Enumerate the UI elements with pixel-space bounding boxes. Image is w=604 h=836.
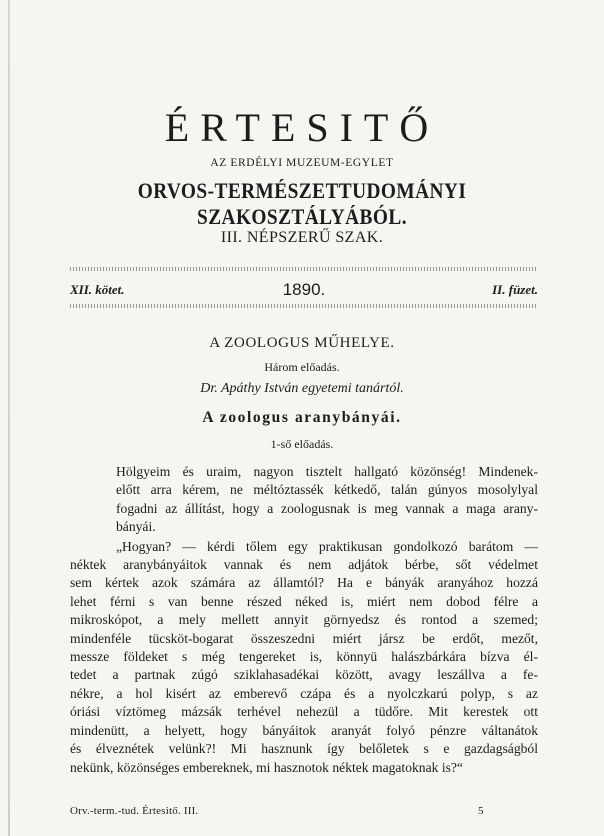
text-line: bányái. [116,519,156,535]
paragraph [70,538,538,777]
year: 1890. [282,280,326,299]
article-title: A ZOOLOGUS MŰHELYE. [209,335,395,351]
text-line: mindenféle tücsköt-bogarat összeszedni miért jársz be erdőt, mezőt, [70,630,538,646]
lecture-number: 1-ső előadás. [270,437,334,451]
issue-number: II. füzet. [492,282,538,297]
text-line: tedet a partnak zúgó sziklahasadékai között, avagy leszállva a fe- [70,667,538,683]
society-name: AZ ERDÉLYI MUZEUM-EGYLET [210,157,394,169]
section-name: ORVOS-TERMÉSZETTUDOMÁNYI SZAKOSZTÁLYÁBÓL. [137,178,467,229]
text-line: sem kértek azok számára az államtól? Ha e bányák aranyához hozzá [70,575,538,591]
text-line: mikroskópot, a mely mellett annyit görnyedsz és rontod a szemed; [70,612,538,628]
journal-title: ÉRTESITŐ [164,105,440,150]
page-number: 5 [478,805,484,817]
article-author: Dr. Apáthy István egyetemi tanártól. [200,381,404,396]
text-line: nékre, a hol kisért az emberevő czápa és a nyolczkarú polyp, s az [70,685,538,701]
text-line: előtt arra kérem, ne méltóztassék kétkedő, talán gúnyos mosolylyal [116,482,538,498]
text-line: néktek aranybányáitok vannak és nem adjátok bérbe, sőt védelmet [70,557,538,573]
text-line: mindenütt, a helyett, hogy bányáitok aranyát folyó pénzre váltanátok [70,722,538,738]
text-line: „Hogyan? — kérdi tőlem egy praktikusan gondolkozó barátom — [116,538,538,554]
text-line: lehet férni s van benne részed néked is, miért nem dobod félre a [70,593,538,609]
body-text [70,463,538,777]
top-rule [70,267,538,271]
volume-number: XII. kötet. [70,282,125,297]
lecture-title: A zoologus aranybányái. [202,409,402,426]
text-line: és élveznétek velünk?! Mi hasznunk így belőletek s e gazdagságból [70,741,538,757]
paragraph [70,463,538,537]
volume-line [70,281,538,301]
text-line: nekünk, közönséges embereknek, mi hasznotok néktek magatoknak is?“ [70,759,463,775]
bottom-rule [70,304,538,308]
series-title: III. NÉPSZERŰ SZAK. [220,229,384,246]
footer-journal: Orv.-term.-tud. Értesitő. III. [70,805,199,817]
text-line: óriási víztömeg mázsák terhével nehezül a tüdőre. Mit kerestek ott [70,704,538,720]
text-line: messze földeket s még tengereket is, könnyü halászbárkára bízva él- [70,649,538,665]
text-line: Hölgyeim és uraim, nagyon tisztelt hallgató közönség! Mindenek- [116,464,538,479]
text-line: fogadni az állítást, hogy a zoologusnak is meg vannak a maga arany- [116,500,538,516]
article-subtitle: Három előadás. [264,360,340,374]
